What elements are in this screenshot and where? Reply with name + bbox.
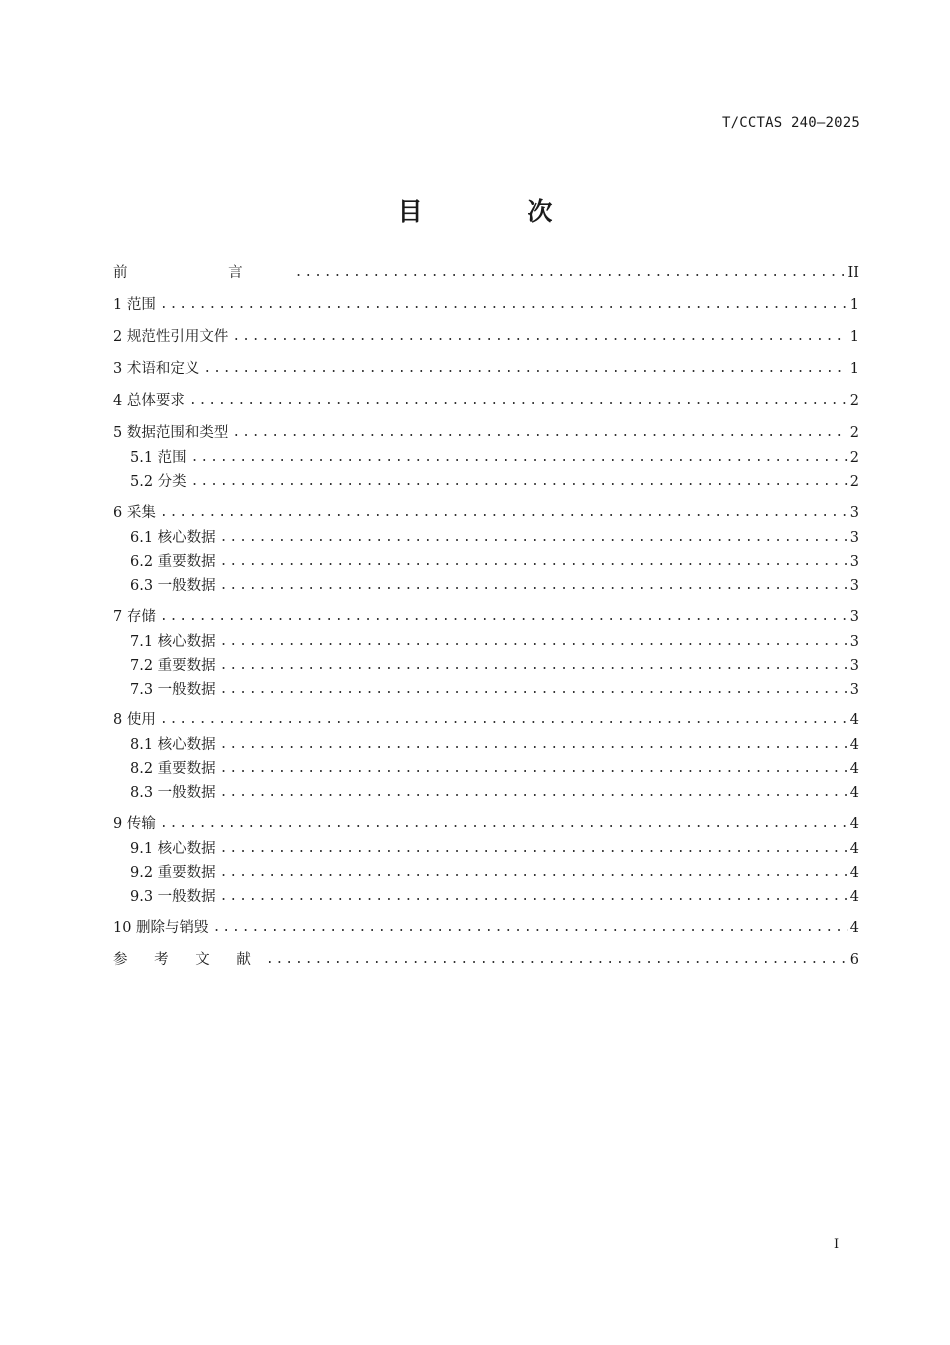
toc-entry-label: 前 言 bbox=[113, 265, 291, 281]
toc-leader-dots bbox=[220, 527, 848, 549]
toc-leader-dots bbox=[266, 949, 848, 971]
toc-entry-page: 3 bbox=[849, 658, 859, 674]
toc-entry-label: 2 规范性引用文件 bbox=[113, 329, 229, 345]
toc-entry-page: 2 bbox=[849, 474, 859, 490]
toc-subentry[interactable] bbox=[113, 679, 859, 701]
toc-entry-page: 3 bbox=[849, 554, 859, 570]
toc-subentry[interactable] bbox=[113, 782, 859, 804]
toc-leader-dots bbox=[191, 447, 848, 469]
toc-leader-dots bbox=[220, 886, 848, 908]
toc-subentry[interactable] bbox=[113, 575, 859, 597]
toc-entry-page: 4 bbox=[849, 712, 859, 728]
toc-leader-dots bbox=[191, 471, 848, 493]
toc-subentry[interactable] bbox=[113, 447, 859, 469]
toc-entry-label: 3 术语和定义 bbox=[113, 361, 200, 377]
toc-entry[interactable] bbox=[113, 262, 859, 284]
toc-entry[interactable] bbox=[113, 294, 859, 316]
toc-entry[interactable] bbox=[113, 813, 859, 835]
toc-entry-label: 参 考 文 献 bbox=[113, 952, 262, 968]
toc-leader-dots bbox=[295, 262, 846, 284]
toc-subentry[interactable] bbox=[113, 758, 859, 780]
toc-entry-page: 2 bbox=[849, 450, 859, 466]
toc-entry-page: 4 bbox=[849, 889, 859, 905]
toc-entry[interactable] bbox=[113, 606, 859, 628]
toc-leader-dots bbox=[232, 326, 847, 348]
toc-subentry[interactable] bbox=[113, 862, 859, 884]
toc-entry-page: 1 bbox=[849, 361, 859, 377]
toc-entry-page: 3 bbox=[849, 505, 859, 521]
toc-entry-page: 2 bbox=[849, 425, 859, 441]
toc-entry-page: II bbox=[847, 265, 859, 281]
toc-entry[interactable] bbox=[113, 709, 859, 731]
toc-entry-label: 6.1 核心数据 bbox=[130, 530, 216, 546]
toc-entry-label: 1 范围 bbox=[113, 297, 156, 313]
toc-entry-page: 3 bbox=[849, 609, 859, 625]
toc-entry[interactable] bbox=[113, 422, 859, 444]
toc-entry-label: 8.3 一般数据 bbox=[130, 785, 216, 801]
toc-entry[interactable] bbox=[113, 358, 859, 380]
toc-entry-label: 5.2 分类 bbox=[130, 474, 187, 490]
toc-leader-dots bbox=[220, 575, 848, 597]
toc-entry-label: 5 数据范围和类型 bbox=[113, 425, 229, 441]
toc-entry-page: 1 bbox=[849, 297, 859, 313]
toc-leader-dots bbox=[220, 679, 848, 701]
page-number: I bbox=[834, 1237, 840, 1252]
toc-entry-page: 4 bbox=[849, 841, 859, 857]
toc-leader-dots bbox=[220, 782, 848, 804]
toc-entry-label: 7.1 核心数据 bbox=[130, 634, 216, 650]
toc-leader-dots bbox=[160, 813, 848, 835]
toc-leader-dots bbox=[220, 838, 848, 860]
toc-leader-dots bbox=[160, 294, 848, 316]
toc-entry-page: 1 bbox=[849, 329, 859, 345]
toc-leader-dots bbox=[220, 551, 848, 573]
toc-entry-label: 10 删除与销毁 bbox=[113, 920, 209, 936]
toc-subentry[interactable] bbox=[113, 734, 859, 756]
toc-subentry[interactable] bbox=[113, 886, 859, 908]
toc-entry-label: 9.1 核心数据 bbox=[130, 841, 216, 857]
toc-entry-label: 9.3 一般数据 bbox=[130, 889, 216, 905]
toc-entry-label: 7.3 一般数据 bbox=[130, 682, 216, 698]
toc-leader-dots bbox=[189, 390, 848, 412]
toc-subentry[interactable] bbox=[113, 471, 859, 493]
toc-entry-page: 4 bbox=[849, 737, 859, 753]
toc-entry-label: 7 存储 bbox=[113, 609, 156, 625]
toc-entry[interactable] bbox=[113, 326, 859, 348]
toc-subentry[interactable] bbox=[113, 551, 859, 573]
toc-leader-dots bbox=[220, 758, 848, 780]
toc-entry-page: 4 bbox=[849, 785, 859, 801]
toc-entry-label: 9 传输 bbox=[113, 816, 156, 832]
toc-entry-label: 4 总体要求 bbox=[113, 393, 185, 409]
toc-leader-dots bbox=[220, 655, 848, 677]
toc-entry-page: 3 bbox=[849, 578, 859, 594]
toc-entry-label: 8 使用 bbox=[113, 712, 156, 728]
toc-entry[interactable] bbox=[113, 390, 859, 412]
toc-entry-page: 6 bbox=[849, 952, 859, 968]
toc-entry-page: 4 bbox=[849, 816, 859, 832]
toc-leader-dots bbox=[220, 631, 848, 653]
toc-entry[interactable] bbox=[113, 502, 859, 524]
toc-entry-page: 3 bbox=[849, 682, 859, 698]
toc-subentry[interactable] bbox=[113, 655, 859, 677]
toc-leader-dots bbox=[160, 606, 848, 628]
toc-leader-dots bbox=[160, 709, 848, 731]
toc-leader-dots bbox=[213, 917, 848, 939]
toc-entry-page: 2 bbox=[849, 393, 859, 409]
toc-subentry[interactable] bbox=[113, 527, 859, 549]
toc-subentry[interactable] bbox=[113, 631, 859, 653]
toc-leader-dots bbox=[203, 358, 847, 380]
toc-entry[interactable] bbox=[113, 917, 859, 939]
toc-entry[interactable] bbox=[113, 949, 859, 971]
toc-entry-label: 8.2 重要数据 bbox=[130, 761, 216, 777]
toc-leader-dots bbox=[232, 422, 847, 444]
toc-entry-page: 4 bbox=[849, 865, 859, 881]
toc-entry-page: 4 bbox=[849, 761, 859, 777]
toc-entry-page: 3 bbox=[849, 530, 859, 546]
toc-entry-label: 5.1 范围 bbox=[130, 450, 187, 466]
toc-entry-label: 9.2 重要数据 bbox=[130, 865, 216, 881]
toc-entry-label: 8.1 核心数据 bbox=[130, 737, 216, 753]
toc-entry-label: 6 采集 bbox=[113, 505, 156, 521]
toc-entry-label: 6.2 重要数据 bbox=[130, 554, 216, 570]
toc-entry-label: 7.2 重要数据 bbox=[130, 658, 216, 674]
toc-entry-label: 6.3 一般数据 bbox=[130, 578, 216, 594]
toc-leader-dots bbox=[220, 734, 848, 756]
toc-entry-page: 4 bbox=[849, 920, 859, 936]
toc-entry-page: 3 bbox=[849, 634, 859, 650]
standard-code: T/CCTAS 240—2025 bbox=[721, 115, 860, 131]
page-title: 目 次 bbox=[397, 197, 601, 226]
toc-leader-dots bbox=[220, 862, 848, 884]
toc-subentry[interactable] bbox=[113, 838, 859, 860]
toc-leader-dots bbox=[160, 502, 848, 524]
